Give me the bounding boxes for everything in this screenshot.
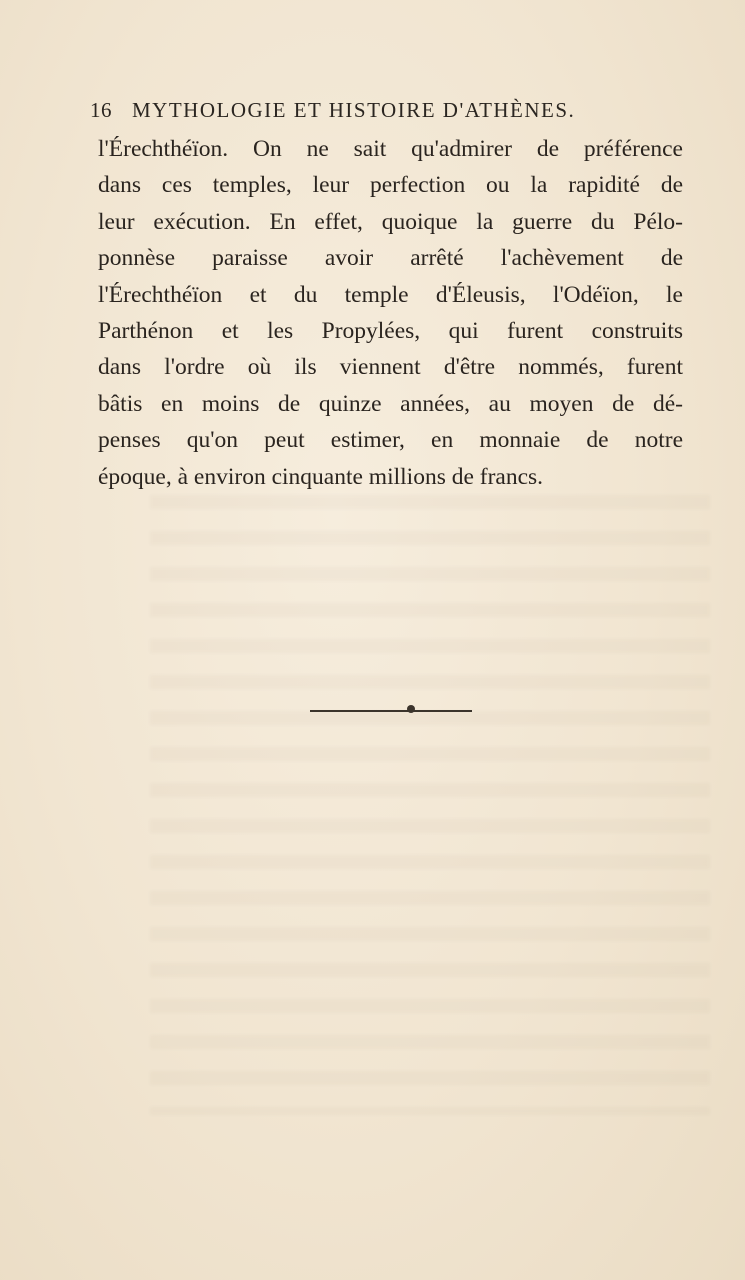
text-line: époque, à environ cinquante millions de francs.	[98, 463, 544, 490]
page-number: 16	[90, 98, 112, 122]
running-title: MYTHOLOGIE ET HISTOIRE D'ATHÈNES.	[132, 98, 576, 122]
text-line: penses qu'on peut estimer, en monnaie de notre	[98, 427, 683, 454]
divider-ornament	[407, 705, 415, 713]
text-line: Parthénon et les Propylées, qui furent construits	[98, 317, 683, 344]
text-line: l'Érechthéïon et du temple d'Éleusis, l'Odéïon, le	[98, 281, 683, 308]
text-line: leur exécution. En effet, quoique la guerre du Pélo-	[98, 208, 683, 235]
text-line: l'Érechthéïon. On ne sait qu'admirer de préférence	[98, 136, 683, 162]
running-head	[90, 98, 635, 123]
show-through-text	[150, 495, 710, 1115]
text-line: dans l'ordre où ils viennent d'être nommés, furent	[98, 354, 683, 381]
text-line: ponnèse paraisse avoir arrêté l'achèvement de	[98, 245, 683, 272]
text-line: bâtis en moins de quinze années, au moyen de dé-	[98, 390, 683, 417]
text-line: dans ces temples, leur perfection ou la rapidité de	[98, 172, 683, 199]
body-paragraph	[98, 131, 683, 495]
section-divider-rule	[310, 710, 472, 712]
